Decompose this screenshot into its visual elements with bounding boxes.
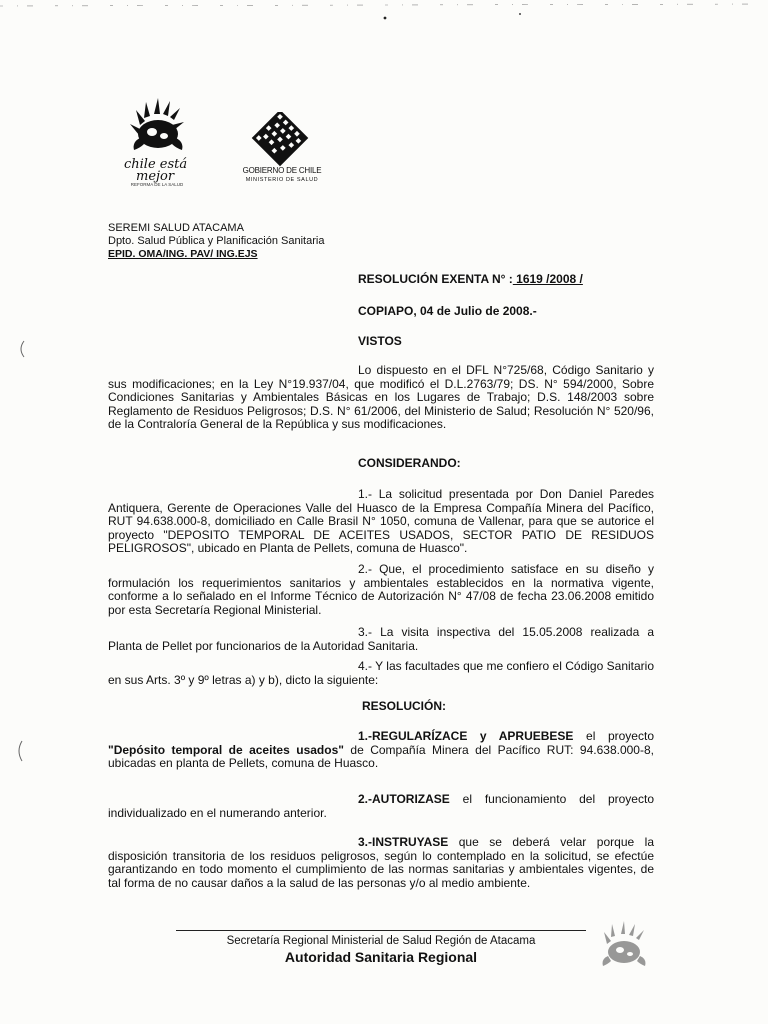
resolution-number	[358, 272, 583, 286]
footer-rule	[176, 930, 586, 931]
footer-authority: Autoridad Sanitaria Regional	[284, 949, 478, 965]
department-name: Dpto. Salud Pública y Planificación Sanitaria	[108, 235, 325, 247]
resolution-label: RESOLUCIÓN EXENTA N° :	[358, 272, 513, 286]
vistos-heading: VISTOS	[358, 334, 402, 348]
resolucion-item-2: 2.-AUTORIZASE el funcionamiento del proyecto individualizado en el numerando anterior.	[108, 792, 654, 820]
considerando-heading: CONSIDERANDO:	[358, 456, 461, 470]
considerando-item-4: 4.- Y las facultades que me confiero el Código Sanitario en sus Arts. 3º y 9º letras a) y b), dicto la siguiente:	[108, 659, 654, 687]
stamp-mark-icon	[590, 918, 660, 980]
footer-office: Secretaría Regional Ministerial de Salud Región de Atacama	[226, 935, 536, 947]
logo-caption: REFORMA DE LA SALUD	[130, 182, 184, 187]
scan-noise	[0, 0, 768, 26]
svg-text:mejor: mejor	[136, 169, 175, 184]
office-name: SEREMI SALUD ATACAMA	[108, 222, 244, 234]
scan-edge-mark	[16, 740, 24, 762]
scan-edge-mark	[18, 340, 26, 358]
considerando-item-2: 2.- Que, el procedimiento satisface en su diseño y formulación los requerimientos sanitarios y ambientales establecidos en la normativa vigente, conforme a lo señalado en el Informe Técnico de Autorización N° 47/08 de fecha 23.06.2008 emitido por esta Secretaría Regional Ministerial.	[108, 562, 654, 617]
resolucion-heading: RESOLUCIÓN:	[362, 699, 446, 713]
gov-subtitle: MINISTERIO DE SALUD	[245, 177, 319, 183]
gov-title: GOBIERNO DE CHILE	[242, 166, 322, 175]
resolucion-item-3: 3.-INSTRUYASE que se deberá velar porque la disposición transitoria de los residuos peligrosos, según lo contemplado en la solicitud, se efectúe garantizando en todo momento el cumplimiento de las normas sanitarias y ambientales vigentes, de tal forma de no causar daños a la salud de las personas y/o al medio ambiente.	[108, 835, 654, 890]
vistos-paragraph: Lo dispuesto en el DFL N°725/68, Código Sanitario y sus modificaciones; en la Ley N°19.937/04, que modificó el D.L.2763/79; DS. N° 594/2000, Sobre Condiciones Sanitarias y Ambientales Básicas en los Lugares de Trabajo; D.S. 148/2003 sobre Reglamento de Residuos Peligrosos; D.S. N° 61/2006, del Ministerio de Salud; Resolución N° 520/96, de la Contraloría General de la República y sus modificaciones.	[108, 363, 654, 432]
resolucion-item-1: 1.-REGULARÍZACE y APRUEBESE el proyecto "Depósito temporal de aceites usados" de Compañía Minera del Pacífico RUT: 94.638.000-8, ubicadas en planta de Pellets, comuna de Huasco.	[108, 729, 654, 771]
considerando-item-1: 1.- La solicitud presentada por Don Daniel Paredes Antiquera, Gerente de Operaciones Valle del Huasco de la Empresa Compañía Minera del Pacífico, RUT 94.638.000-8, domiciliado en Calle Brasil N° 1050, comuna de Vallenar, para que se autorice el proyecto "DEPOSITO TEMPORAL DE ACEITES USADOS, SECTOR PATIO DE RESIDUOS PELIGROSOS", ubicado en Planta de Pellets, comuna de Huasco".	[108, 487, 654, 556]
logo-script-text: chile está	[124, 157, 188, 172]
chile-esta-mejor-logo	[118, 92, 198, 187]
resolution-number-value: 1619 /2008 /	[512, 272, 583, 286]
place-date: COPIAPO, 04 de Julio de 2008.-	[358, 304, 537, 318]
considerando-item-3: 3.- La visita inspectiva del 15.05.2008 realizada a Planta de Pellet por funcionarios de la Autoridad Sanitaria.	[108, 625, 654, 653]
reference-code: EPID. OMA/ING. PAV/ ING.EJS	[108, 248, 258, 260]
